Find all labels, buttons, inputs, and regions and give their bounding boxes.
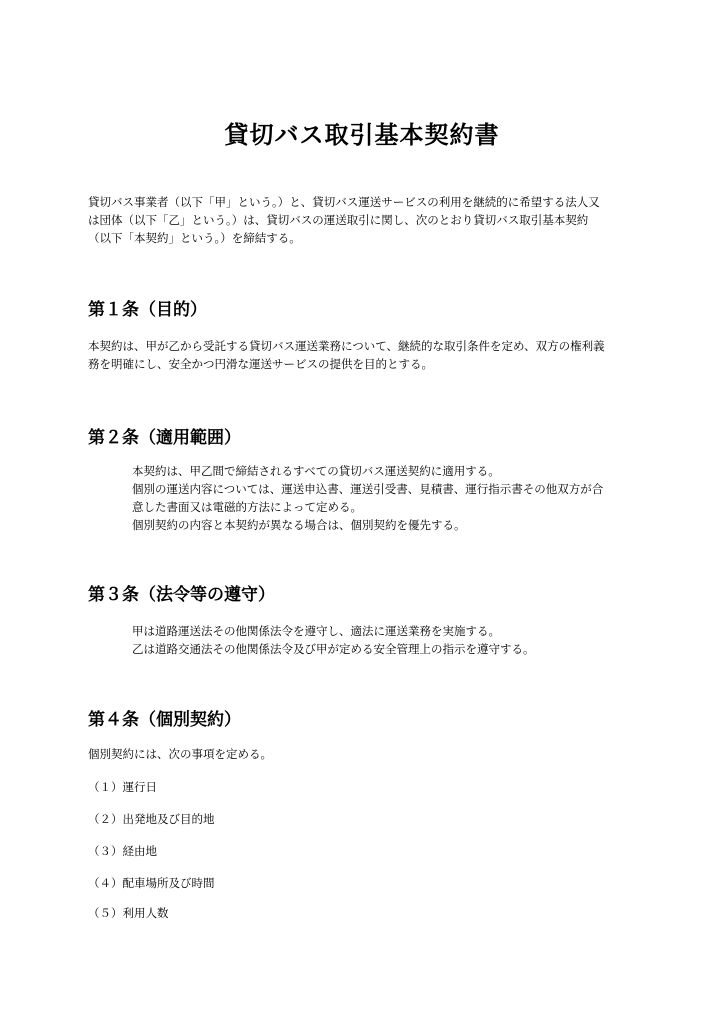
article-3-line: 乙は道路交通法その他関係法令及び甲が定める安全管理上の指示を遵守する。 xyxy=(132,642,535,656)
list-item: （４）配車場所及び時間 xyxy=(88,876,215,890)
list-item: （３）経由地 xyxy=(88,844,157,858)
article-2-line: 本契約は、甲乙間で締結されるすべての貸切バス運送契約に適用する。 xyxy=(132,464,500,478)
article-1-line: 務を明確にし、安全かつ円滑な運送サービスの提供を目的とする。 xyxy=(88,357,433,371)
list-item: （２）出発地及び目的地 xyxy=(88,812,215,826)
intro-line: は団体（以下「乙」という。）は、貸切バスの運送取引に関し、次のとおり貸切バス取引基本契約 xyxy=(88,213,589,227)
article-3-heading: 第３条（法令等の遵守） xyxy=(88,585,275,605)
article-1-body xyxy=(88,337,648,373)
article-2-body xyxy=(132,462,652,534)
article-4-body xyxy=(88,745,648,763)
article-1-heading: 第１条（目的） xyxy=(88,300,207,320)
list-item: （５）利用人数 xyxy=(88,906,169,920)
intro-line: 貸切バス事業者（以下「甲」という。）と、貸切バス運送サービスの利用を継続的に希望する法人又 xyxy=(88,195,600,209)
intro-paragraph xyxy=(88,193,648,247)
list-item: （１）運行日 xyxy=(88,780,157,794)
article-2-line: 意した書面又は電磁的方法によって定める。 xyxy=(132,500,362,514)
article-4-line: 個別契約には、次の事項を定める。 xyxy=(88,747,272,761)
article-3-line: 甲は道路運送法その他関係法令を遵守し、適法に運送業務を実施する。 xyxy=(132,624,500,638)
article-2-line: 個別の運送内容については、運送申込書、運送引受書、見積書、運行指示書その他双方が合 xyxy=(132,482,604,496)
intro-line: （以下「本契約」という。）を締結する。 xyxy=(88,231,301,245)
article-4-heading: 第４条（個別契約） xyxy=(88,710,241,730)
document-title: 貸切バス取引基本契約書 xyxy=(224,121,500,149)
article-3-body xyxy=(132,622,652,658)
article-2-line: 個別契約の内容と本契約が異なる場合は、個別契約を優先する。 xyxy=(132,518,466,532)
article-1-line: 本契約は、甲が乙から受託する貸切バス運送業務について、継続的な取引条件を定め、双方の権利義 xyxy=(88,339,605,353)
article-2-heading: 第２条（適用範囲） xyxy=(88,428,241,448)
